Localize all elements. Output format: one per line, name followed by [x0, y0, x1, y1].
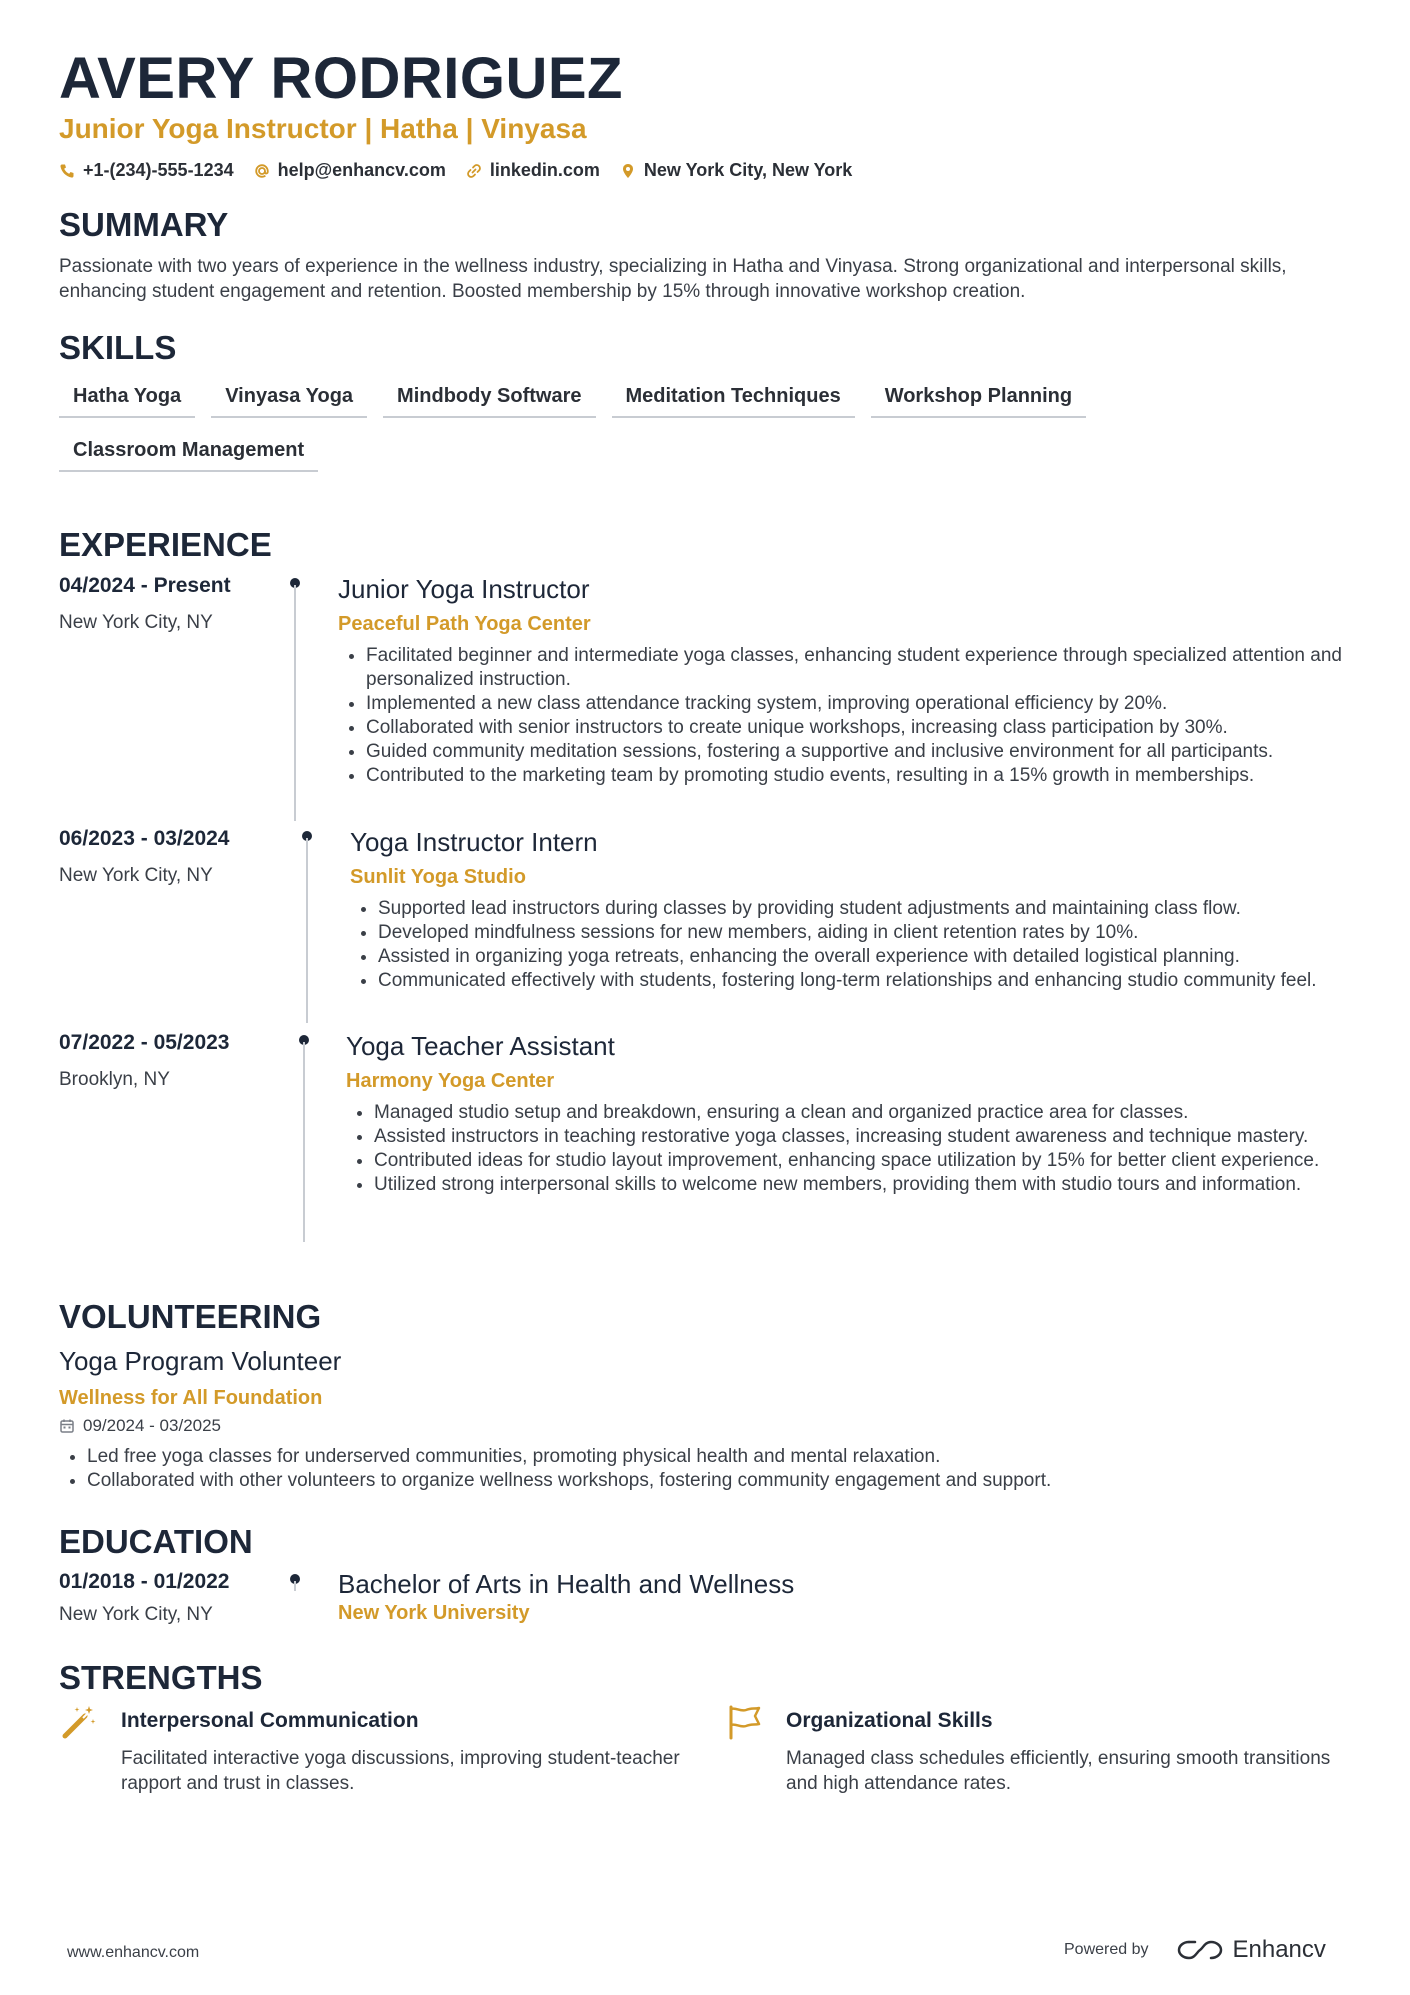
experience-location: Brooklyn, NY [59, 1069, 170, 1090]
contact-bar [59, 160, 852, 181]
list-item: • Collaborated with other volunteers to organize wellness workshops, fostering community engagement and support. [87, 1469, 1387, 1493]
list-item: • Guided community meditation sessions, fostering a supportive and inclusive environment for all participants. [366, 740, 1366, 764]
experience-company: Harmony Yoga Center [346, 1070, 555, 1092]
location-pin-icon [620, 163, 636, 179]
calendar-icon [59, 1418, 75, 1434]
strength-description: Facilitated interactive yoga discussions, improving student-teacher rapport and trust in classes. [121, 1748, 680, 1794]
experience-bullets [346, 1101, 1374, 1197]
volunteering-date-text: 09/2024 - 03/2025 [83, 1416, 222, 1435]
list-item: • Supported lead instructors during classes by providing student adjustments and maintaining class flow. [378, 897, 1378, 921]
volunteering-title: VOLUNTEERING [59, 1298, 322, 1335]
strengths-title: STRENGTHS [59, 1659, 263, 1696]
education-date: 01/2018 - 01/2022 [59, 1570, 230, 1593]
headline: Junior Yoga Instructor | Hatha | Vinyasa [59, 113, 587, 144]
skills-title: SKILLS [59, 329, 177, 366]
experience-date: 07/2022 - 05/2023 [59, 1031, 230, 1054]
list-item: • Assisted in organizing yoga retreats, enhancing the overall experience with detailed logistical planning. [378, 945, 1378, 969]
experience-company: Sunlit Yoga Studio [350, 866, 526, 888]
timeline-line [294, 1581, 296, 1591]
phone-icon [59, 163, 75, 179]
footer-website[interactable]: www.enhancv.com [67, 1944, 200, 1961]
education-title: EDUCATION [59, 1523, 253, 1560]
contact-phone[interactable] [59, 160, 234, 181]
contact-email[interactable] [254, 160, 446, 181]
experience-date: 06/2023 - 03/2024 [59, 827, 230, 850]
education-degree: Bachelor of Arts in Health and Wellness [338, 1569, 795, 1599]
magic-wand-icon [61, 1704, 97, 1740]
skill-tag: Hatha Yoga [59, 378, 195, 418]
brand-name: Enhancv [1232, 1936, 1326, 1963]
powered-by-label: Powered by [1064, 1941, 1149, 1958]
list-item: • Contributed ideas for studio layout improvement, enhancing space utilization by 15% for better client experience. [374, 1149, 1374, 1173]
skill-tag: Mindbody Software [383, 378, 595, 418]
link-icon [466, 163, 482, 179]
experience-role: Yoga Teacher Assistant [346, 1031, 615, 1061]
experience-bullets [338, 644, 1366, 788]
experience-location: New York City, NY [59, 865, 213, 886]
skill-tag: Workshop Planning [871, 378, 1086, 418]
candidate-name: AVERY RODRIGUEZ [59, 46, 623, 111]
experience-entry [59, 573, 1359, 823]
strength-title: Organizational Skills [786, 1709, 993, 1732]
experience-entry [59, 1030, 1359, 1270]
volunteering-organization: Wellness for All Foundation [59, 1387, 323, 1409]
flag-icon [726, 1704, 762, 1740]
list-item: • Collaborated with senior instructors to create unique workshops, increasing class participation by 30%. [366, 716, 1366, 740]
volunteering-date [59, 1415, 221, 1437]
enhancv-logo-icon [1177, 1938, 1223, 1962]
skill-tag: Vinyasa Yoga [211, 378, 367, 418]
contact-linkedin[interactable] [466, 160, 600, 181]
experience-role: Yoga Instructor Intern [350, 827, 598, 857]
contact-email-text: help@enhancv.com [277, 160, 446, 180]
experience-role: Junior Yoga Instructor [338, 574, 590, 604]
list-item: • Developed mindfulness sessions for new members, aiding in client retention rates by 10%. [378, 921, 1378, 945]
list-item: • Utilized strong interpersonal skills to welcome new members, providing them with studio tours and information. [374, 1173, 1374, 1197]
summary-title: SUMMARY [59, 206, 229, 243]
experience-title: EXPERIENCE [59, 526, 272, 563]
at-icon [254, 163, 270, 179]
strength-description: Managed class schedules efficiently, ensuring smooth transitions and high attendance rates. [786, 1748, 1331, 1794]
education-location: New York City, NY [59, 1604, 213, 1625]
skill-tag: Classroom Management [59, 432, 318, 472]
brand-logo[interactable] [1177, 1936, 1326, 1964]
contact-location-text: New York City, New York [643, 160, 853, 180]
contact-location [620, 160, 852, 181]
list-item: • Assisted instructors in teaching restorative yoga classes, increasing student awareness and technique mastery. [374, 1125, 1374, 1149]
list-item: • Managed studio setup and breakdown, ensuring a clean and organized practice area for classes. [374, 1101, 1374, 1125]
list-item: • Implemented a new class attendance tracking system, improving operational efficiency by 20%. [366, 692, 1366, 716]
skill-tag: Meditation Techniques [612, 378, 855, 418]
experience-company: Peaceful Path Yoga Center [338, 613, 591, 635]
strength-title: Interpersonal Communication [121, 1709, 419, 1732]
contact-phone-text: +1-(234)-555-1234 [83, 160, 234, 180]
list-item: • Facilitated beginner and intermediate yoga classes, enhancing student experience through specialized attention and personalized instruction. [366, 644, 1366, 692]
list-item: • Led free yoga classes for underserved communities, promoting physical health and mental relaxation. [87, 1445, 1387, 1469]
contact-linkedin-text: linkedin.com [489, 160, 600, 180]
volunteering-bullets [59, 1445, 1387, 1493]
footer-powered [1064, 1936, 1326, 1964]
summary-text: Passionate with two years of experience in the wellness industry, specializing in Hatha and Vinyasa. Strong organizational and interpersonal skills, enhancing student engagement and retention. Boosted membership by 15% through innovative workshop creation. [59, 256, 1287, 302]
experience-location: New York City, NY [59, 612, 213, 633]
skills-list [59, 378, 1219, 472]
timeline-line [294, 585, 296, 821]
timeline-line [303, 1042, 305, 1242]
list-item: • Communicated effectively with students, fostering long-term relationships and enhancing studio community feel. [378, 969, 1378, 993]
experience-entry [59, 826, 1359, 1026]
timeline-line [306, 838, 308, 1023]
list-item: • Contributed to the marketing team by promoting studio events, resulting in a 15% growth in memberships. [366, 764, 1366, 788]
education-entry [59, 1569, 1359, 1649]
volunteering-role: Yoga Program Volunteer [59, 1346, 342, 1376]
experience-bullets [350, 897, 1378, 993]
experience-date: 04/2024 - Present [59, 574, 231, 597]
education-school: New York University [338, 1602, 530, 1624]
